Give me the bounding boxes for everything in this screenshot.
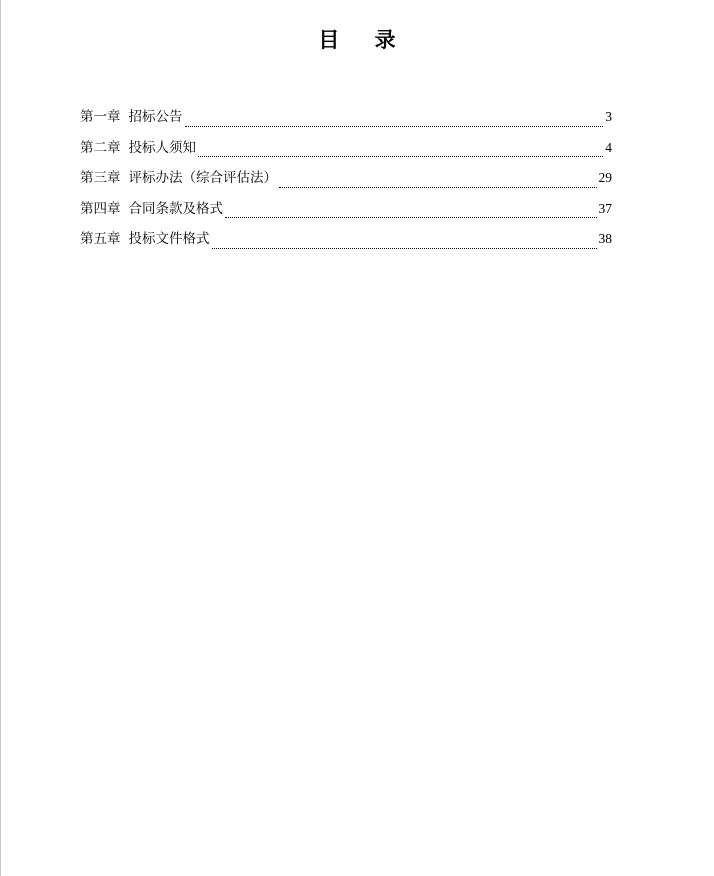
toc-entry[interactable] (80, 108, 612, 139)
toc-chapter-number: 第二章 (80, 139, 121, 156)
toc-entry[interactable] (80, 139, 612, 170)
toc-chapter-title: 投标文件格式 (128, 231, 210, 247)
toc-entry[interactable] (80, 230, 612, 261)
toc-dot-leader (279, 186, 597, 188)
toc-chapter-title: 招标公告 (128, 109, 183, 125)
toc-chapter-number: 第五章 (80, 231, 121, 247)
toc-chapter-number: 第一章 (80, 109, 121, 125)
toc-entry[interactable] (80, 200, 612, 231)
table-of-contents (80, 108, 612, 261)
toc-chapter-title: 合同条款及格式 (128, 200, 223, 217)
toc-dot-leader (185, 125, 604, 127)
toc-dot-leader (212, 247, 597, 249)
page-edge (0, 0, 1, 876)
page-title: 目 录 (318, 28, 410, 52)
toc-page-number: 29 (598, 170, 612, 185)
toc-dot-leader (198, 155, 603, 157)
toc-page-number: 3 (605, 109, 612, 124)
toc-chapter-title: 评标办法（综合评估法） (128, 170, 277, 186)
toc-entry[interactable] (80, 169, 612, 200)
toc-chapter-title: 投标人须知 (128, 139, 196, 156)
toc-chapter-number: 第三章 (80, 170, 121, 186)
toc-page-number: 38 (598, 231, 612, 246)
toc-page-number: 4 (605, 139, 612, 155)
toc-page-number: 37 (598, 200, 612, 216)
toc-dot-leader (225, 216, 597, 218)
toc-chapter-number: 第四章 (80, 200, 121, 217)
